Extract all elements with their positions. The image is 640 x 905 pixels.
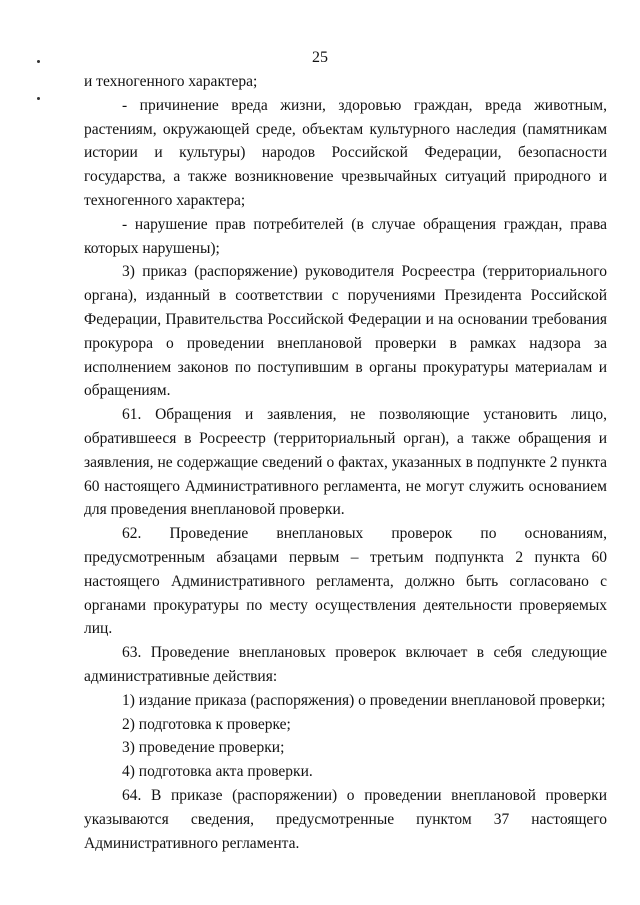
paragraph-61: 61. Обращения и заявления, не позволяющие установить лицо, обратившееся в Росреестр (территориальный орган), а также обращения и заявления, не содержащие сведений о фактах, указанных в подпункте 2 пункта 60 настоящего Административного регламента, не могут служить основанием для проведения внеплановой проверки. (84, 406, 607, 519)
paragraph-continuation: и техногенного характера; (84, 73, 258, 90)
paragraph-consumer-rights: - нарушение прав потребителей (в случае обращения граждан, права которых нарушены); (84, 215, 607, 257)
list-item: 3) проведение проверки; (122, 739, 285, 757)
paragraph-64: 64. В приказе (распоряжении) о проведении внеплановой проверки указываются сведения, предусмотренные пунктом 37 настоящего Административного регламента. (84, 786, 607, 852)
page-number: 25 (312, 49, 328, 66)
paragraph-62: 62. Проведение внеплановых проверок по основаниям, предусмотренным абзацами первым – третьим подпункта 2 пункта 60 настоящего Административного регламента, должно быть согласовано с органами прокуратуры по месту осуществления деятельности проверяемых лиц. (84, 525, 607, 638)
list-item: 4) подготовка акта проверки. (122, 763, 313, 781)
paragraph-order: 3) приказ (распоряжение) руководителя Росреестра (территориального органа), изданный в соответствии с поручениями Президента Российской Федерации, Правительства Российской Федерации и на основании требования прокурора о проведении внеплановой проверки в рамках надзора за исполнением законов по поступившим в органы прокуратуры материалам и обращениям. (84, 263, 607, 400)
scan-speck (37, 97, 40, 100)
list-item: 2) подготовка к проверке; (122, 715, 291, 733)
list-item: 1) издание приказа (распоряжения) о проведении внеплановой проверки; (122, 691, 606, 709)
paragraph-63: 63. Проведение внеплановых проверок включает в себя следующие административные действия: (84, 644, 607, 685)
paragraph-harm: - причинение вреда жизни, здоровью граждан, вреда животным, растениям, окружающей среде, объектам культурного наследия (памятникам истории и культуры) народов Российской Федерации, безопасности государства, а также возникновение чрезвычайных ситуаций природного и техногенного характера; (84, 96, 607, 209)
actions-list (84, 689, 607, 784)
document-body (84, 70, 607, 855)
